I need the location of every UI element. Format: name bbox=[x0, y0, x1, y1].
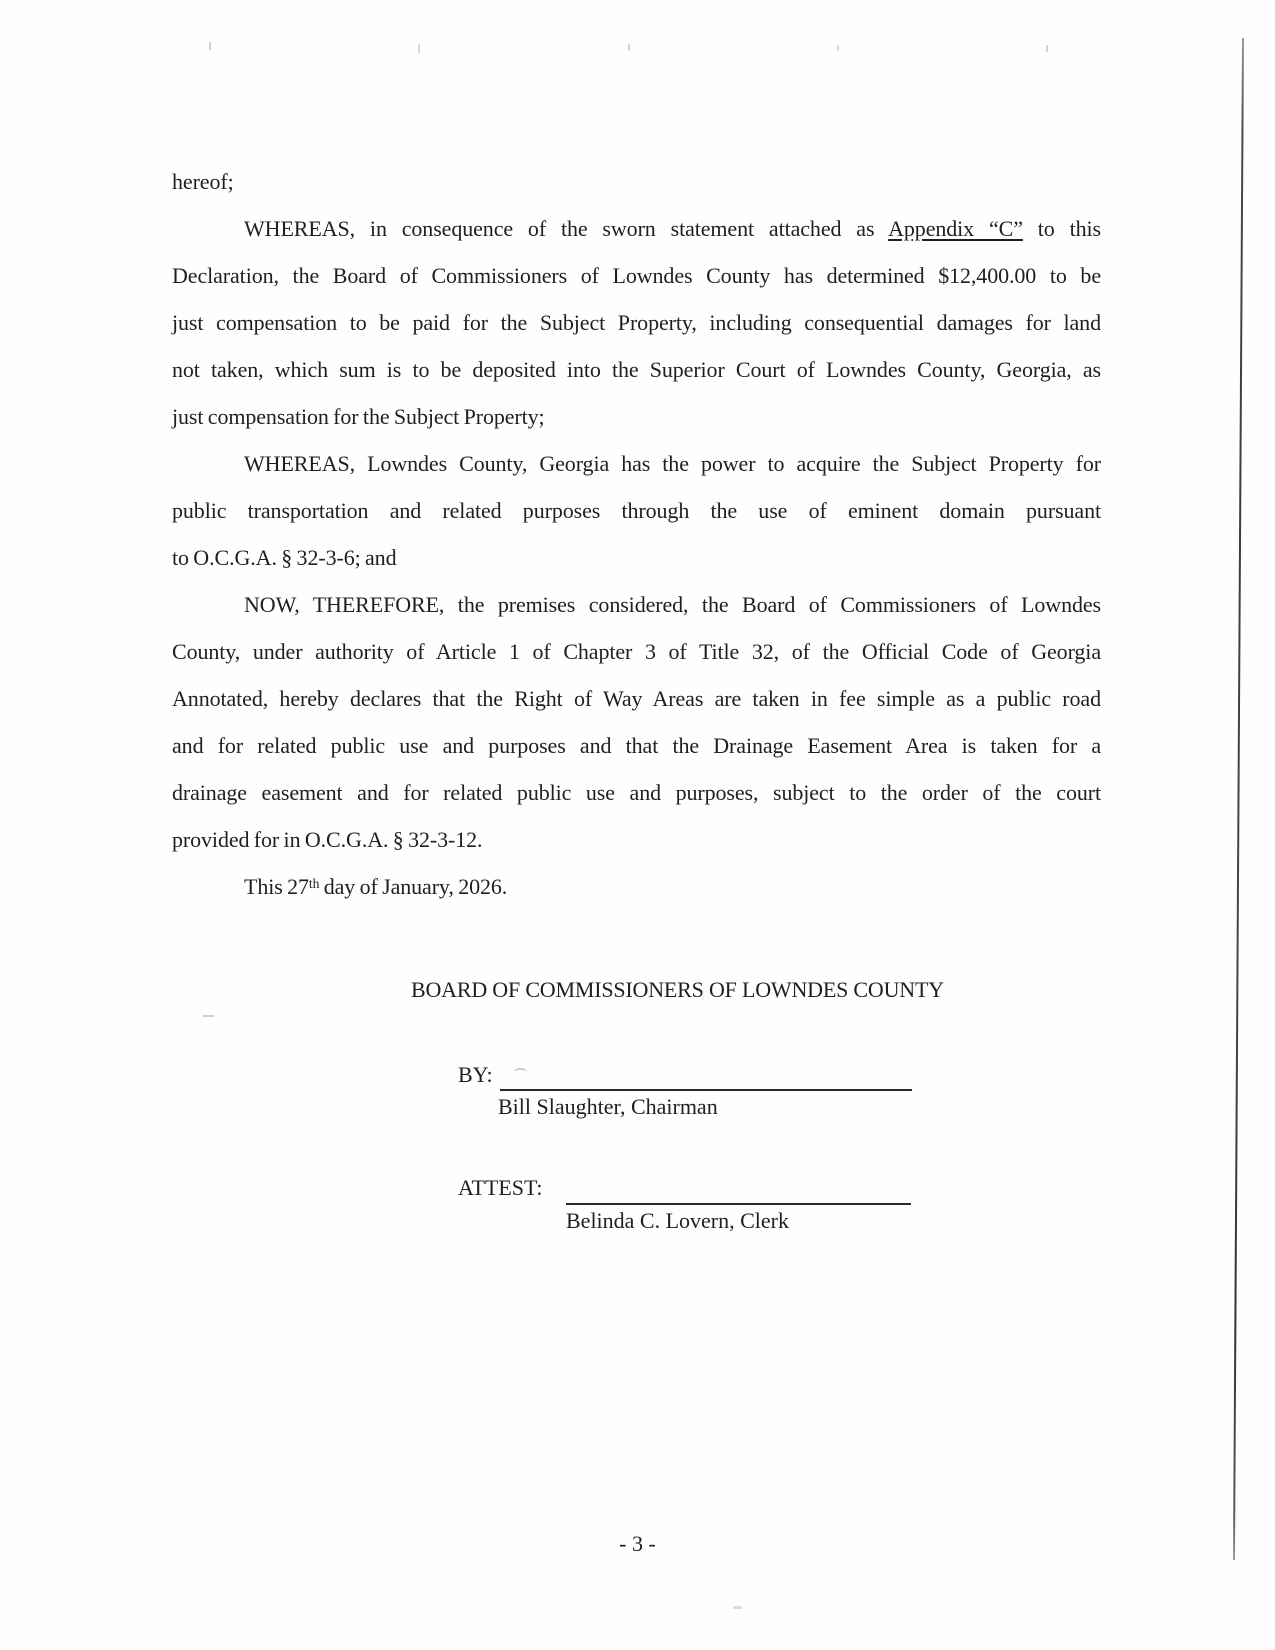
scan-mark bbox=[628, 44, 630, 51]
text-segment: hereof; bbox=[172, 169, 234, 194]
text-line bbox=[172, 299, 1101, 346]
text-segment: County, under authority of Article 1 of Chapter 3 of Title 32, of the Official Code of Georgia bbox=[172, 639, 1101, 664]
clerk-name: Belinda C. Lovern, Clerk bbox=[566, 1208, 790, 1233]
text-line bbox=[172, 581, 1101, 628]
text-segment: day of January, 2026. bbox=[319, 874, 508, 899]
text-line bbox=[172, 863, 1101, 913]
document-body bbox=[172, 158, 1101, 913]
text-segment: NOW, THEREFORE, the premises considered, the Board of Commissioners of Lowndes bbox=[244, 592, 1101, 617]
chairman-name: Bill Slaughter, Chairman bbox=[498, 1094, 718, 1119]
scan-mark bbox=[418, 44, 420, 53]
text-segment: WHEREAS, Lowndes County, Georgia has the power to acquire the Subject Property for bbox=[244, 451, 1101, 476]
text-segment: just compensation to be paid for the Subject Property, including consequential damages for land bbox=[172, 310, 1101, 335]
text-segment: WHEREAS, in consequence of the sworn statement attached as bbox=[244, 216, 889, 241]
text-segment: provided for in O.C.G.A. § 32-3-12. bbox=[172, 827, 483, 852]
text-line bbox=[172, 393, 1101, 440]
by-label: BY: bbox=[458, 1062, 493, 1087]
text-line bbox=[172, 628, 1101, 675]
text-segment: drainage easement and for related public use and purposes, subject to the order of the court bbox=[172, 780, 1101, 805]
scan-mark bbox=[209, 42, 211, 50]
scan-mark bbox=[733, 1606, 742, 1609]
text-segment: to O.C.G.A. § 32-3-6; and bbox=[172, 545, 397, 570]
text-line bbox=[172, 722, 1101, 769]
text-segment: and for related public use and purposes and that the Drainage Easement Area is taken for a bbox=[172, 733, 1101, 758]
text-line bbox=[172, 440, 1101, 487]
text-line bbox=[172, 769, 1101, 816]
text-line bbox=[172, 675, 1101, 722]
text-segment: Declaration, the Board of Commissioners of Lowndes County has determined $12,400.00 to be bbox=[172, 263, 1101, 288]
signature-line-chairman bbox=[500, 1089, 912, 1091]
scan-mark bbox=[1046, 45, 1048, 52]
scan-edge-line bbox=[1233, 38, 1244, 1560]
signature-line-clerk bbox=[566, 1203, 911, 1205]
text-line bbox=[172, 487, 1101, 534]
scan-mark bbox=[837, 45, 839, 51]
text-line bbox=[172, 252, 1101, 299]
text-segment: not taken, which sum is to be deposited into the Superior Court of Lowndes County, Georgia, as bbox=[172, 357, 1101, 382]
text-line bbox=[172, 816, 1101, 863]
text-segment: Annotated, hereby declares that the Right of Way Areas are taken in fee simple as a public road bbox=[172, 686, 1101, 711]
board-heading: BOARD OF COMMISSIONERS OF LOWNDES COUNTY bbox=[411, 977, 944, 1002]
text-line bbox=[172, 346, 1101, 393]
text-line bbox=[172, 534, 1101, 581]
text-segment: This 27 bbox=[244, 874, 309, 899]
scan-mark bbox=[514, 1068, 527, 1075]
text-line bbox=[172, 158, 1101, 205]
text-segment: public transportation and related purposes through the use of eminent domain pursuant bbox=[172, 498, 1101, 523]
page-number: - 3 - bbox=[619, 1531, 656, 1556]
text-segment: to this bbox=[1022, 216, 1101, 241]
attest-label: ATTEST: bbox=[458, 1175, 543, 1200]
text-line bbox=[172, 205, 1101, 252]
text-segment: just compensation for the Subject Property; bbox=[172, 404, 545, 429]
superscript-text: th bbox=[308, 875, 320, 891]
underlined-text: Appendix “C” bbox=[888, 216, 1023, 241]
scan-mark bbox=[203, 1015, 214, 1017]
